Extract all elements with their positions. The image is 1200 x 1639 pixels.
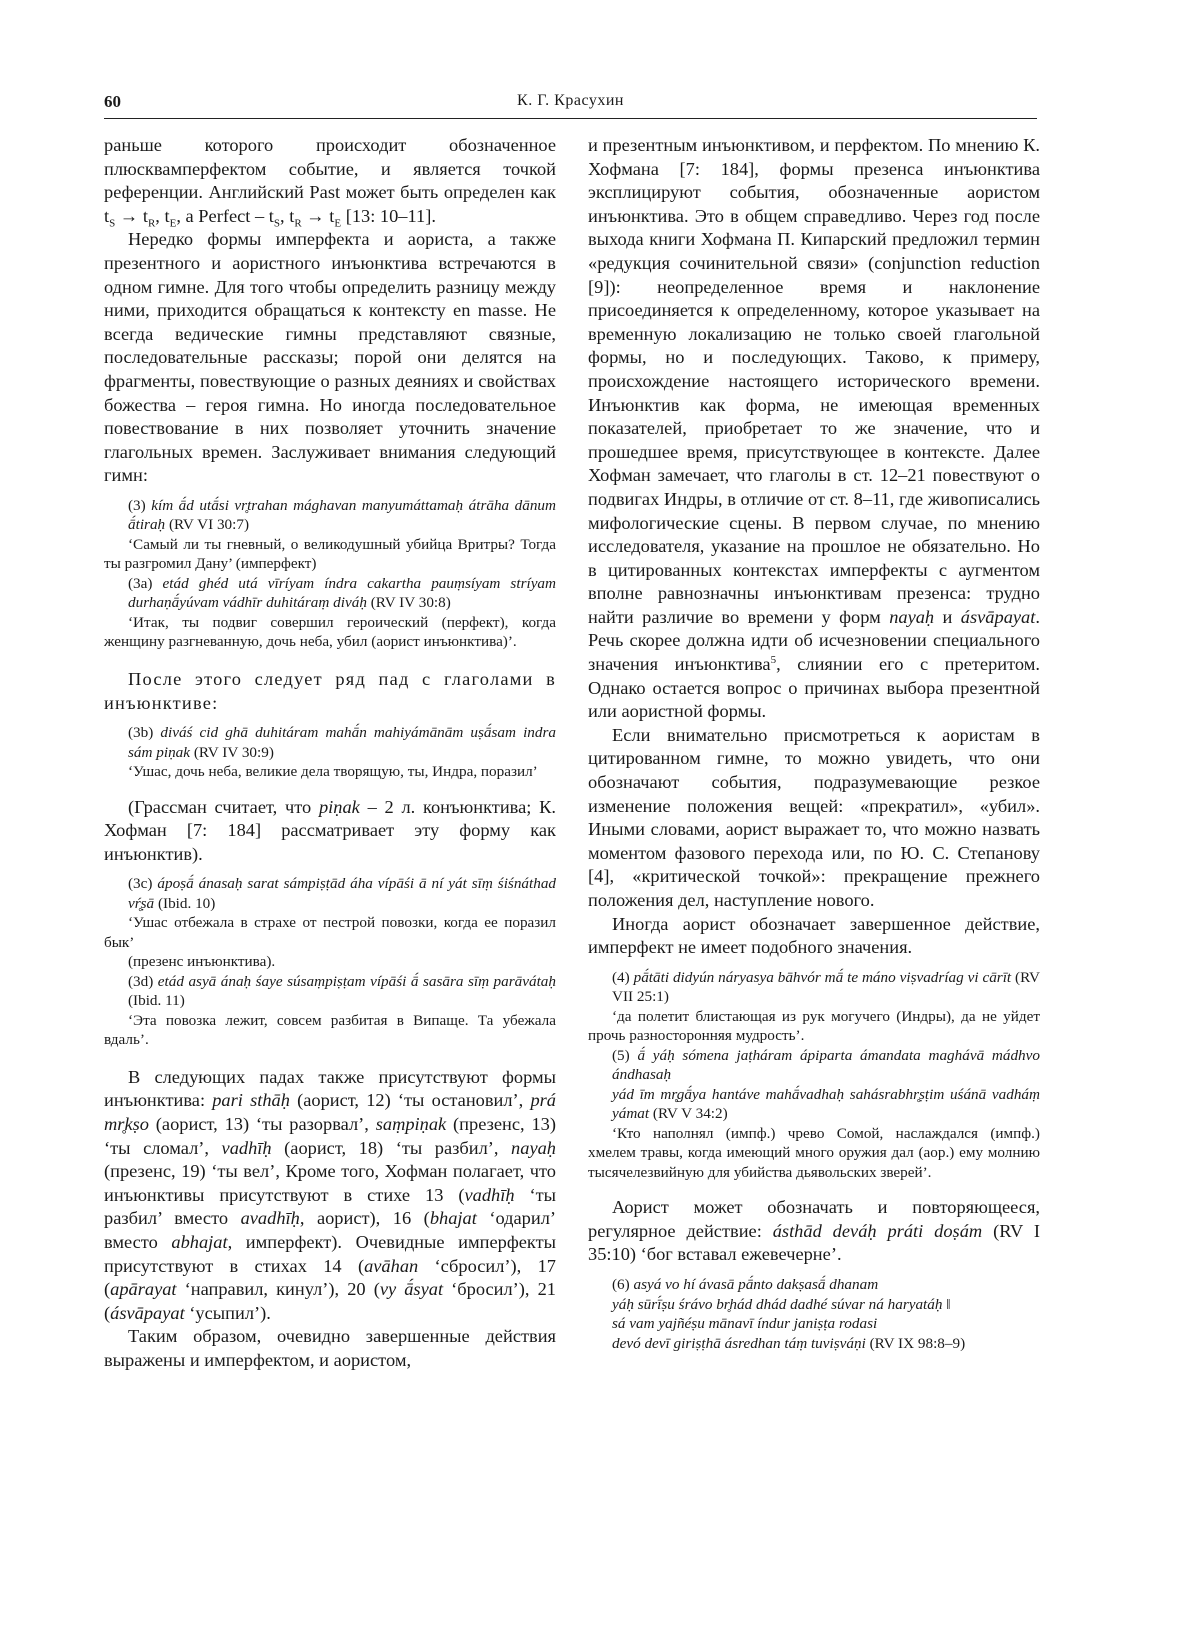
paragraph: Иногда аорист обозначает завершенное действие, имперфект не имеет подобного значения. [588, 913, 1040, 958]
left-column [104, 134, 556, 1373]
example-5-line-2: yád īm mr̥gā́ya hantáve mahā́vadhaḥ sahásrabhr̥ṣṭim uśánā vadháṃ yámat (RV V 34:2) [612, 1085, 1040, 1123]
page-number: 60 [104, 92, 121, 111]
example-6-line-4: devó devī giriṣṭhā ásredhan táṃ tuviṣváṇi (RV IX 98:8–9) [612, 1334, 966, 1352]
paragraph: Таким образом, очевидно завершенные действия выражены и имперфектом, и аористом, [104, 1326, 556, 1370]
right-column [588, 134, 1040, 1353]
example-3a-translation: ‘Итак, ты подвиг совершил героический (перфект), когда женщину разгневанную, дочь неба, убил (аорист инъюнктива)’. [104, 613, 556, 651]
example-6-line-2: yáḥ sūrī́ṣu śrávo br̥hád dhád dadhé súvar ná haryatáḥ ‖ [612, 1295, 951, 1313]
paragraph: Если внимательно присмотреться к аористам в цитированном гимне, то можно увидеть, что они обозначают события, подразумевающие резкое изменение положения вещей: «прекратил», «убил». Иными словами, аорист выражает то, что можно назвать моментом фазового перехода или, по Ю. С. Степанову [4], «критической точкой»: прекращение прежнего положения дел, наступление нового. [588, 724, 1040, 910]
example-5: (5) ā́ yáḥ sómena jaṭháram ápiparta ámandata maghávā mádhvo ándhasaḥ [612, 1046, 1040, 1084]
example-3c-translation: ‘Ушас отбежала в страхе от пестрой повозки, когда ее поразил бык’ [104, 914, 556, 951]
example-3c: (3c) ápoṣā́ ánasaḥ sarat sámpiṣṭād áha vípāśi ā ní yát sīṃ śiśnáthad vŕ̥ṣā (Ibid. 10) [128, 875, 557, 912]
running-head-author: К. Г. Красухин [517, 92, 624, 109]
example-3a: (3а) etád ghéd utá vīríyam índra cakartha pauṃsíyam stríyam durhaṇā́yúvam vádhīr duhitáraṃ diváḥ (RV IV 30:8) [128, 574, 556, 612]
example-3b-translation: ‘Ушас, дочь неба, великие дела творящую, ты, Индра, поразил’ [128, 763, 538, 781]
example-3d-translation: ‘Эта повозка лежит, совсем разбитая в Випаще. Та убежала вдаль’. [104, 1011, 556, 1049]
paragraph: Аорист может обозначать и повторяющееся, регулярное действие: ásthād deváḥ práti doṣám (RV I 35:10) ‘бог вставал ежевечерне’. [588, 1197, 1040, 1265]
paragraph: и презентным инъюнктивом, и перфектом. По мнению К. Хофмана [7: 184], формы презенса инъюнктива эксплицируют события, обозначенные аористом инъюнктива. Это в общем справедливо. Через год после выхода книги Хофмана П. Кипарский предложил термин «редукция сочинительной связи» (conjunction reduction [9]): неопределенное время и наклонение присоединяется к определенному, которое указывает на временную локализацию не только своей глагольной формы, но и последующих. Таково, к примеру, происхождение настоящего исторического времени. Инъюнктив как форма, не имеющая временных показателей, приобретает то же значение, что и прошедшее время, присутствующее в контексте. Далее Хофман замечает, что глаголы в ст. 12–21 повествуют о подвигах Индры, в отличие от ст. 8–11, где живописались мифологические сцены. В первом случае, по мнению исследователя, указание на прошлое не обязательно. Но в цитированных контекстах имперфекты с аугментом вполне равнозначны инъюнктивам презенса: трудно найти различие во времени у форм nayaḥ и ásvāpayat. Речь скорее должна идти об исчезновении специального значения инъюнктива$^5$, слиянии его с претеритом. Однако остается вопрос о причинах выбора презентной или аористной формы. [588, 135, 1040, 722]
paragraph: раньше которого происходит обозначенное плюсквамперфектом событие, и является точкой референции. Английский Past может быть определен как $t_S \to t_R$, $t_E$, а Perfect – $t_S$, $t_R \to t_E$ [13: 10–11]. [104, 135, 556, 230]
paragraph: В следующих падах также присутствуют формы инъюнктива: pari sthāḥ (аорист, 12) ‘ты остановил’, prá mr̥kṣo (аорист, 13) ‘ты разорвал’, saṃpiṇak (презенс, 13) ‘ты сломал’, vadhīḥ (аорист, 18) ‘ты разбил’, nayaḥ (презенс, 19) ‘ты вел’, Кроме того, Хофман полагает, что инъюнктивы присутствуют в стихе 13 (vadhīḥ ‘ты разбил’ вместо avadhīḥ, аорист), 16 (bhajat ‘одарил’ вместо abhajat, имперфект). Очевидные имперфекты присутствуют в стихах 14 (avāhan ‘сбросил’), 17 (apārayat ‘направил, кинул’), 20 (vy ā́syat ‘бросил’), 21 (ásvāpayat ‘усыпил’). [104, 1066, 557, 1323]
example-4: (4) pā́tāti didyún náryasya bāhvór mā́ te máno viṣvadríag vi cārīt (RV VII 25:1) [612, 968, 1040, 1006]
example-3c-note: (презенс инъюнктива). [128, 953, 276, 971]
paragraph: (Грассман считает, что piṇak – 2 л. конъюнктива; К. Хофман [7: 184] рассматривает эту форму как инъюнктив). [104, 796, 556, 864]
paragraph: После этого следует ряд пад с глаголами в инъюнктиве: [104, 668, 556, 713]
paragraph: Нередко формы имперфекта и аориста, а также презентного и аористного инъюнктива встречаются в одном гимне. Для того чтобы определить разницу между ними, приходится обращаться к контексту en masse. Не всегда ведические гимны представляют связные, последовательные рассказы; порой они делятся на фрагменты, повествующие о разных деяниях и свойствах божества – героя гимна. Но иногда последовательное повествование в них позволяет уточнить значение глагольных времен. Заслуживает внимания следующий гимн: [104, 229, 556, 486]
example-5-translation: ‘Кто наполнял (импф.) чрево Сомой, наслаждался (импф.) хмелем травы, когда имеющий много оружия дал (аор.) ему молнию тысячелезвийную для убийства дьявольских зверей’. [588, 1124, 1040, 1181]
example-3: (3) kím ā́d utā́si vr̥trahan mághavan manyumáttamaḥ átrāha dānum ā́tiraḥ (RV VI 30:7) [128, 496, 556, 534]
example-3d: (3d) etád asyā ánaḥ śaye súsaṃpiṣṭam vípāśi ā́ sasāra sīṃ parāvátaḥ (Ibid. 11) [128, 972, 556, 1010]
page-header [104, 92, 1037, 119]
example-3b: (3b) diváś cid ghā duhitáram mahā́n mahiyámānām uṣā́sam indra sám piṇak (RV IV 30:9) [128, 724, 556, 761]
example-4-translation: ‘да полетит блистающая из рук могучего (Индры), да не уйдет прочь разносторонняя мудрость’. [588, 1007, 1040, 1045]
example-3-translation: ‘Самый ли ты гневный, о великодушный убийца Вритры? Тогда ты разгромил Дану’ (имперфект) [104, 535, 556, 573]
footnote-ref: 5 [770, 653, 777, 666]
example-6-line-3: sá vam yajñéṣu mānavī índur janiṣṭa rodasi [612, 1315, 878, 1333]
example-6: (6) asyá vo hí ávasā pā́nto dakṣasā́ dhanam [612, 1276, 879, 1294]
